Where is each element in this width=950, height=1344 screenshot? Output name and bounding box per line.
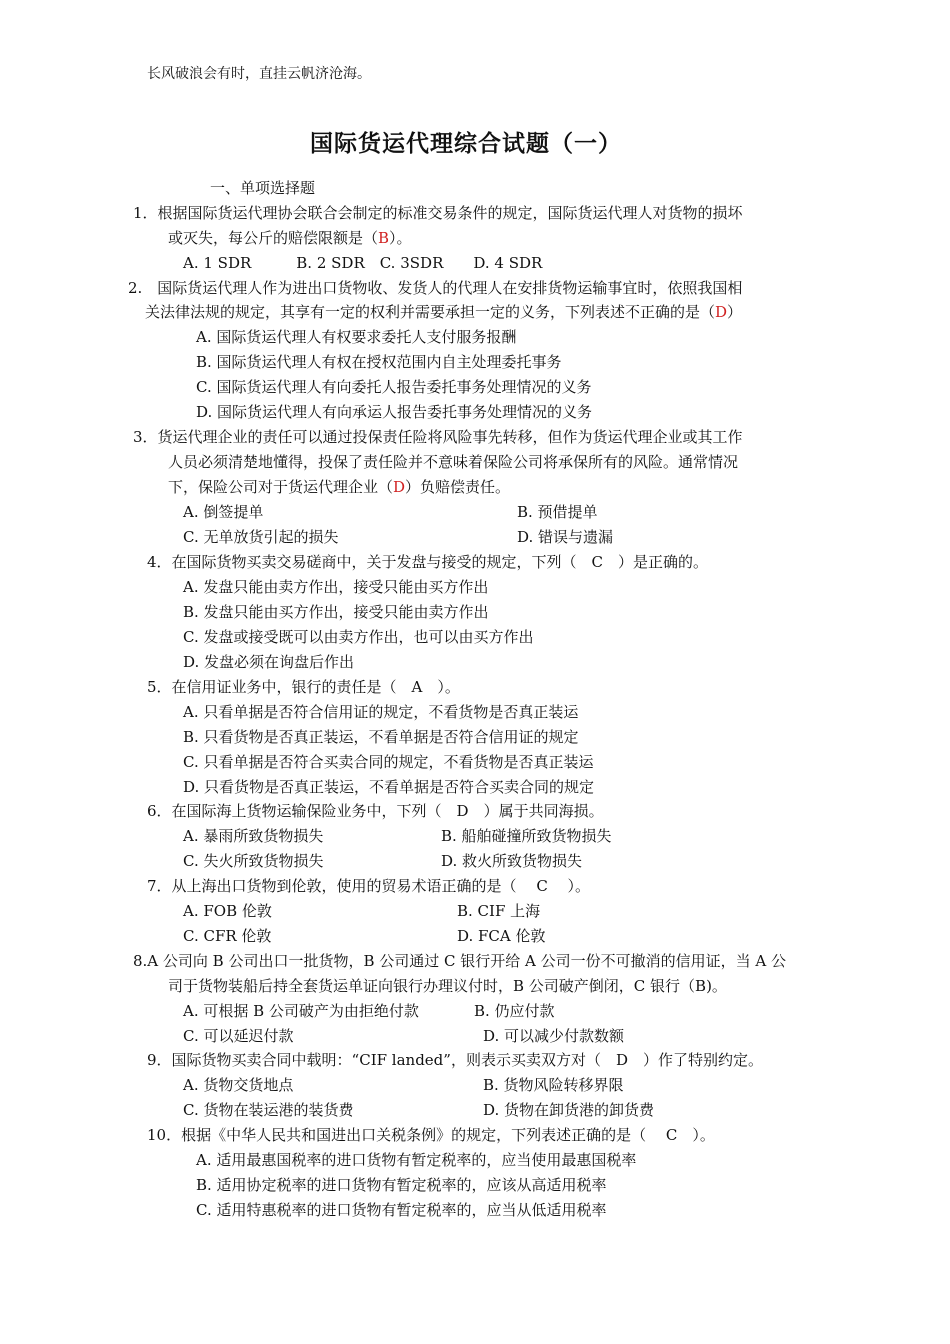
question-4-line-1: 4．在国际货物买卖交易磋商中，关于发盘与接受的规定，下列（ C ）是正确的。 [147,553,709,571]
question-2-option-d: D. 国际货运代理人有向承运人报告委托事务处理情况的义务 [196,403,593,421]
question-2-option-a: A. 国际货运代理人有权要求委托人支付服务报酬 [196,328,517,346]
question-8-option-b: B. 仍应付款 [474,1002,555,1020]
question-2-answer: D [715,303,728,321]
question-9-option-a: A. 货物交货地点 [183,1076,294,1094]
question-8-line-2: 司于货物装船后持全套货运单证向银行办理议付时，B 公司破产倒闭，C 银行（B)。 [168,977,727,995]
question-9-option-c: C. 货物在装运港的装货费 [183,1101,354,1119]
question-7-option-d: D. FCA 伦敦 [457,927,546,945]
question-4-option-d: D. 发盘必须在询盘后作出 [183,653,355,671]
question-9-option-b: B. 货物风险转移界限 [483,1076,624,1094]
question-5-option-a: A. 只看单据是否符合信用证的规定，不看货物是否真正装运 [183,703,579,721]
question-4-option-a: A. 发盘只能由卖方作出，接受只能由买方作出 [183,578,489,596]
question-2-option-c: C. 国际货运代理人有向委托人报告委托事务处理情况的义务 [196,378,592,396]
question-3-line-2: 人员必须清楚地懂得，投保了责任险并不意味着保险公司将承保所有的风险。通常情况 [168,453,739,471]
question-3-option-d: D. 错误与遗漏 [517,528,614,546]
page-title: 国际货运代理综合试题（一） [310,130,622,157]
question-1-line-2: 或灭失，每公斤的赔偿限额是（B）。 [168,229,412,247]
question-4-option-c: C. 发盘或接受既可以由卖方作出，也可以由买方作出 [183,628,534,646]
question-1-answer: B [378,229,390,247]
question-3-line-1: 3．货运代理企业的责任可以通过投保责任险将风险事先转移，但作为货运代理企业或其工作 [133,428,743,446]
question-6-option-b: B. 船舶碰撞所致货物损失 [441,827,612,845]
question-7-option-a: A. FOB 伦敦 [183,902,272,920]
question-2-line-1: 2. 国际货运代理人作为进出口货物收、发货人的代理人在安排货物运输事宜时，依照我国相 [128,279,743,297]
question-3-option-a: A. 倒签提单 [183,503,264,521]
question-9-option-d: D. 货物在卸货港的卸货费 [483,1101,655,1119]
question-10-option-c: C. 适用特惠税率的进口货物有暂定税率的，应当从低适用税率 [196,1201,607,1219]
question-5-line-1: 5．在信用证业务中，银行的责任是（ A ）。 [147,678,460,696]
question-6-line-1: 6．在国际海上货物运输保险业务中，下列（ D ）属于共同海损。 [147,802,604,820]
question-6-option-a: A. 暴雨所致货物损失 [183,827,324,845]
question-5-option-c: C. 只看单据是否符合买卖合同的规定，不看货物是否真正装运 [183,753,594,771]
header-motto: 长风破浪会有时，直挂云帆济沧海。 [147,66,371,82]
question-8-option-a: A. 可根据 B 公司破产为由拒绝付款 [183,1002,419,1020]
question-1-line-1: 1．根据国际货运代理协会联合会制定的标准交易条件的规定，国际货运代理人对货物的损坏 [133,204,743,222]
question-7-option-c: C. CFR 伦敦 [183,927,272,945]
question-1-options: A. 1 SDR B. 2 SDR C. 3SDR D. 4 SDR [183,254,543,272]
question-4-option-b: B. 发盘只能由买方作出，接受只能由卖方作出 [183,603,489,621]
question-8-option-d: D. 可以减少付款数额 [483,1027,625,1045]
question-2-option-b: B. 国际货运代理人有权在授权范围内自主处理委托事务 [196,353,562,371]
question-10-option-b: B. 适用协定税率的进口货物有暂定税率的，应该从高适用税率 [196,1176,607,1194]
question-5-option-d: D. 只看货物是否真正装运，不看单据是否符合买卖合同的规定 [183,778,595,796]
question-10-line-1: 10．根据《中华人民共和国进出口关税条例》的规定，下列表述正确的是（ C ）。 [147,1126,715,1144]
question-6-option-c: C. 失火所致货物损失 [183,852,324,870]
question-8-option-c: C. 可以延迟付款 [183,1027,294,1045]
question-5-option-b: B. 只看货物是否真正装运，不看单据是否符合信用证的规定 [183,728,579,746]
question-9-line-1: 9．国际货物买卖合同中载明：“CIF landed”，则表示买卖双方对（ D ）作了特别约定。 [147,1051,763,1069]
question-3-option-b: B. 预借提单 [517,503,598,521]
question-7-line-1: 7．从上海出口货物到伦敦，使用的贸易术语正确的是（ C ）。 [147,877,591,895]
section-heading: 一、单项选择题 [210,179,316,197]
question-8-line-1: 8.A 公司向 B 公司出口一批货物，B 公司通过 C 银行开给 A 公司一份不可撤消的信用证，当 A 公 [133,952,787,970]
question-2-line-2: 关法律法规的规定，其享有一定的权利并需要承担一定的义务，下列表述不正确的是（D） [145,303,743,321]
question-6-option-d: D. 救火所致货物损失 [441,852,583,870]
question-7-option-b: B. CIF 上海 [457,902,541,920]
question-3-answer: D [393,478,406,496]
question-3-option-c: C. 无单放货引起的损失 [183,528,339,546]
question-10-option-a: A. 适用最惠国税率的进口货物有暂定税率的，应当使用最惠国税率 [196,1151,637,1169]
question-3-line-3: 下，保险公司对于货运代理企业（D）负赔偿责任。 [168,478,511,496]
